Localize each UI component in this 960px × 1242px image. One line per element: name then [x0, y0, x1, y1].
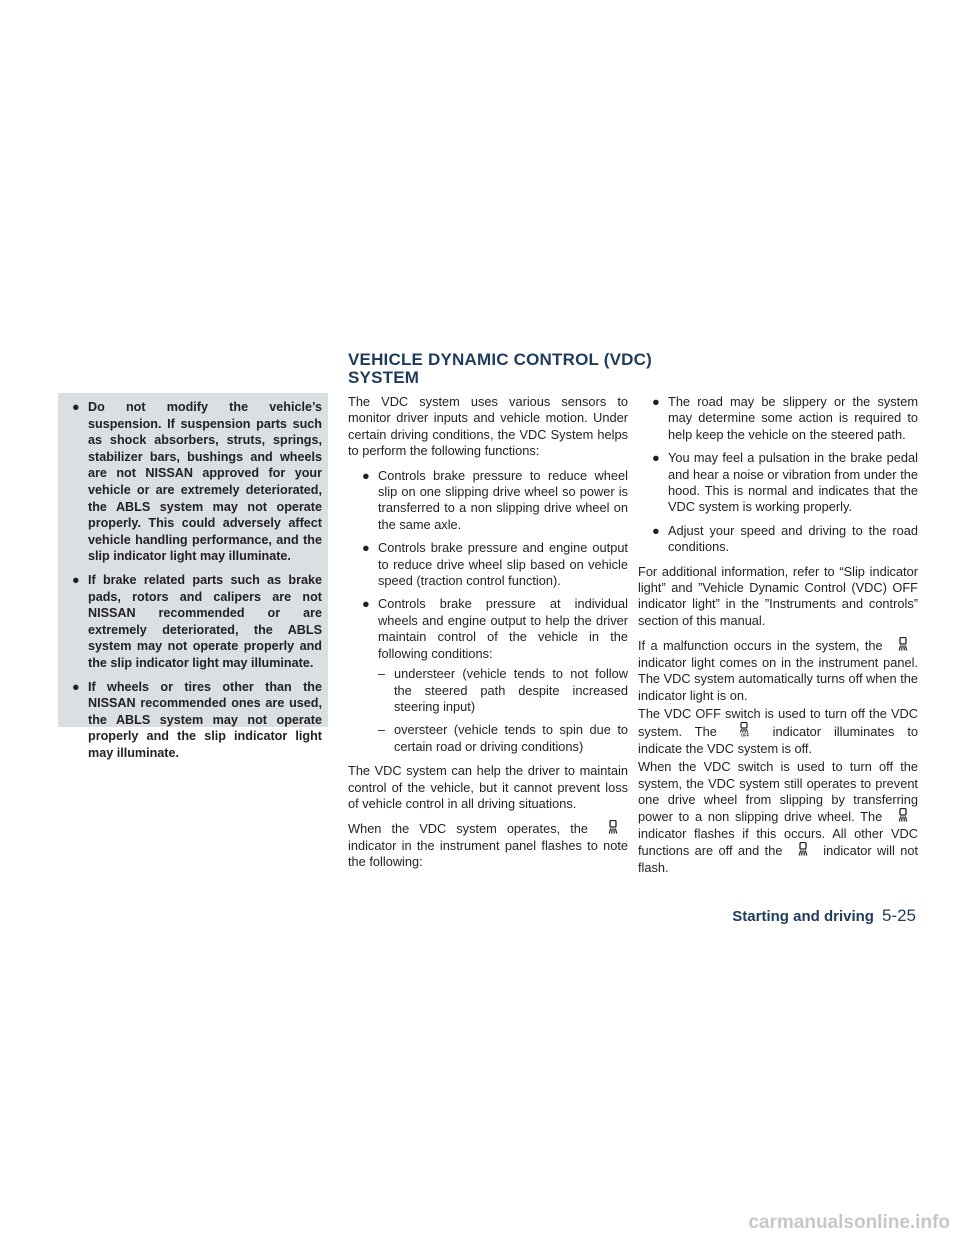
switch-paragraph	[638, 759, 918, 876]
function-text: Controls brake pressure and engine output to reduce drive wheel slip based on vehicle speed (traction control function).	[378, 540, 628, 589]
operates-paragraph	[348, 820, 628, 870]
bullet-icon: ●	[72, 572, 80, 587]
warning-item	[72, 572, 322, 672]
section-title-line1: VEHICLE DYNAMIC CONTROL (VDC)	[348, 350, 652, 369]
warning-list	[58, 393, 328, 761]
warning-box	[58, 393, 328, 760]
slip-indicator-icon	[888, 637, 918, 651]
slip-indicator-icon	[888, 808, 918, 822]
function-item	[362, 596, 628, 755]
malfunction-text-a: If a malfunction occurs in the system, the	[638, 638, 883, 654]
bullet-icon: ●	[362, 596, 370, 612]
dash-icon: –	[378, 666, 386, 682]
conditions-list	[378, 666, 628, 755]
vdc-off-icon-text: OFF	[740, 732, 749, 738]
condition-item	[378, 666, 628, 715]
note-text: The road may be slippery or the system may determine some action is required to help keep the vehicle on the steered path.	[668, 394, 918, 442]
function-text: Controls brake pressure to reduce wheel slip on one slipping drive wheel so power is transferred to a non slipping drive wheel on the same axle.	[378, 467, 628, 532]
functions-list	[348, 468, 628, 756]
bullet-icon: ●	[72, 400, 80, 414]
notes-list	[638, 394, 918, 556]
bullet-icon: ●	[652, 450, 660, 466]
malfunction-text-b: indicator light comes on in the instrument panel. The VDC system automatically turns off when the indicator light is on.	[638, 654, 918, 703]
note-item	[652, 394, 918, 443]
operates-text-b: indicator in the instrument panel flashes to note the following:	[348, 837, 628, 870]
footer-section-title: Starting and driving	[732, 908, 874, 925]
switch-text-b: indicator flashes if this occurs. All other VDC functions are off and the	[638, 825, 918, 859]
vdc-off-indicator-icon	[730, 722, 760, 736]
slip-indicator-icon	[788, 842, 818, 856]
function-text: Controls brake pressure at individual wheels and engine output to help the driver maintain control of the vehicle in the following conditions:	[378, 596, 628, 661]
bullet-icon: ●	[652, 394, 660, 409]
note-text: You may feel a pulsation in the brake pedal and hear a noise or vibration from under the hood. This is normal and indicates that the VDC system is working properly.	[668, 450, 918, 515]
intro-paragraph: The VDC system uses various sensors to monitor driver inputs and vehicle motion. Under certain driving conditions, the VDC System helps to perform the following functions:	[348, 394, 628, 459]
off-switch-text-b: indicator illuminates to indicate the VDC system is off.	[638, 724, 918, 756]
warning-item	[72, 399, 322, 565]
warning-text: If wheels or tires other than the NISSAN recommended ones are used, the ABLS system may not operate properly and the slip indicator light may illuminate.	[88, 679, 322, 760]
bullet-icon: ●	[72, 679, 80, 694]
bullet-icon: ●	[652, 522, 660, 538]
bullet-icon: ●	[362, 540, 370, 556]
note-item	[652, 450, 918, 516]
section-title-line2: SYSTEM	[348, 368, 420, 387]
slip-indicator-icon	[598, 820, 628, 834]
warning-text: Do not modify the vehicle’s suspension. If suspension parts such as shock absorbers, struts, springs, stabilizer bars, bushings and wheels are not NISSAN approved for your vehicle or are extremely deteriorated, the ABLS system may not operate properly. This could adversely affect vehicle handling performance, and the slip indicator light may illuminate.	[88, 400, 322, 564]
bullet-icon: ●	[362, 467, 370, 483]
note-item	[652, 523, 918, 556]
page-number: 5-25	[881, 906, 916, 925]
condition-text: understeer (vehicle tends to not follow the steered path despite increased steering input)	[394, 666, 628, 714]
condition-text: oversteer (vehicle tends to spin due to certain road or driving conditions)	[394, 722, 628, 754]
dash-icon: –	[378, 722, 386, 738]
warning-text: If brake related parts such as brake pads, rotors and calipers are not NISSAN recommended or are extremely deteriorated, the ABLS system may not operate properly and the slip indicator light may illuminate.	[88, 572, 322, 670]
function-item	[362, 540, 628, 589]
off-switch-paragraph	[638, 706, 918, 757]
watermark: carmanualsonline.info	[748, 1212, 950, 1233]
right-column	[638, 394, 918, 884]
operates-text-a: When the VDC system operates, the	[348, 821, 588, 837]
middle-column	[348, 394, 628, 879]
page-footer	[706, 906, 916, 928]
switch-text-c: indicator will not flash.	[638, 843, 918, 875]
warning-item	[72, 679, 322, 762]
off-switch-text-a: The VDC OFF switch is used to turn off the VDC system. The	[638, 705, 918, 740]
condition-item	[378, 722, 628, 755]
help-paragraph: The VDC system can help the driver to maintain control of the vehicle, but it cannot prevent loss of vehicle control in all driving situations.	[348, 763, 628, 811]
function-item	[362, 468, 628, 534]
switch-text-a: When the VDC switch is used to turn off the system, the VDC system still operates to prevent one drive wheel from slipping by transferring power to a non slipping drive wheel. The	[638, 759, 918, 825]
note-text: Adjust your speed and driving to the road conditions.	[668, 522, 918, 555]
refer-paragraph: For additional information, refer to “Slip indicator light” and ”Vehicle Dynamic Control (VDC) OFF indicator light” in the ”Instruments and controls” section of this manual.	[638, 563, 918, 628]
malfunction-paragraph	[638, 637, 918, 704]
section-title	[348, 351, 652, 387]
